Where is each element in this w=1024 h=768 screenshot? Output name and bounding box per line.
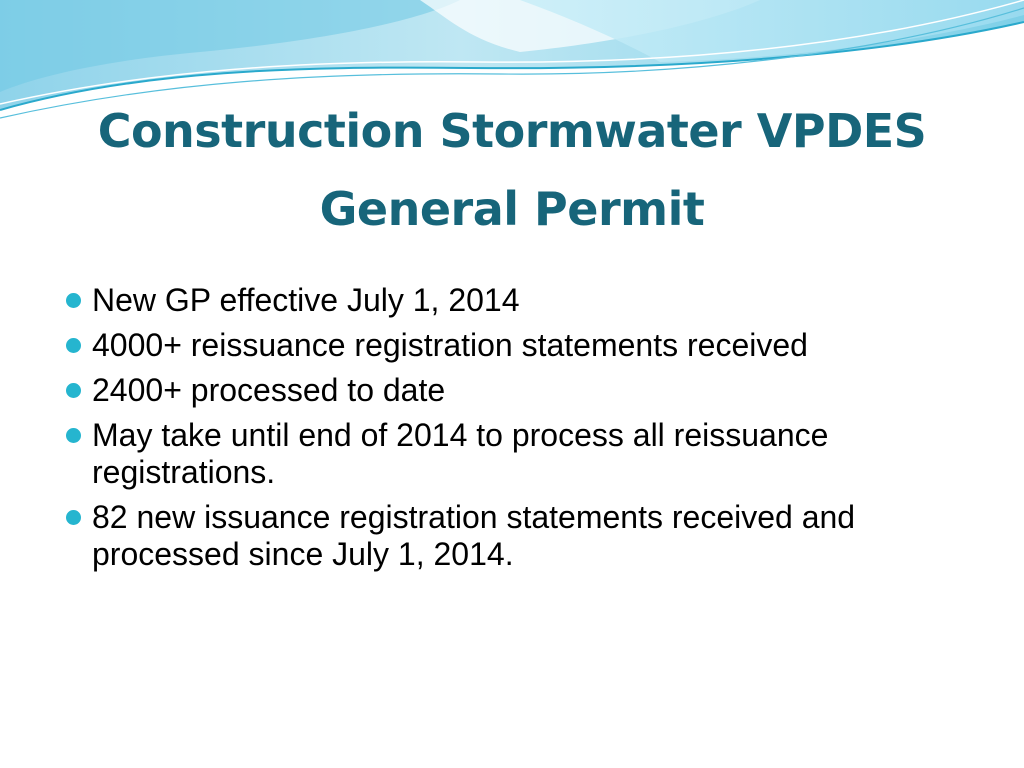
bullet-icon — [66, 293, 81, 308]
slide-title-line-2: General Permit — [319, 182, 705, 236]
bullet-icon — [66, 383, 81, 398]
bullet-icon — [66, 510, 81, 525]
bullet-text: 2400+ processed to date — [92, 372, 446, 408]
bullet-text: New GP effective July 1, 2014 — [92, 282, 520, 318]
bullet-item — [62, 417, 942, 491]
bullet-text: 82 new issuance registration statements received and processed since July 1, 2014. — [92, 499, 856, 572]
slide-title — [40, 92, 984, 248]
bullet-text: 4000+ reissuance registration statements received — [92, 327, 808, 363]
bullet-item — [62, 499, 942, 573]
bullet-item — [62, 282, 942, 319]
slide-title-line-1: Construction Stormwater VPDES — [97, 104, 927, 158]
bullet-icon — [66, 428, 81, 443]
bullet-item — [62, 372, 942, 409]
bullet-list — [62, 282, 942, 581]
bullet-icon — [66, 338, 81, 353]
bullet-item — [62, 327, 942, 364]
bullet-text: May take until end of 2014 to process all reissuance registrations. — [92, 417, 829, 490]
